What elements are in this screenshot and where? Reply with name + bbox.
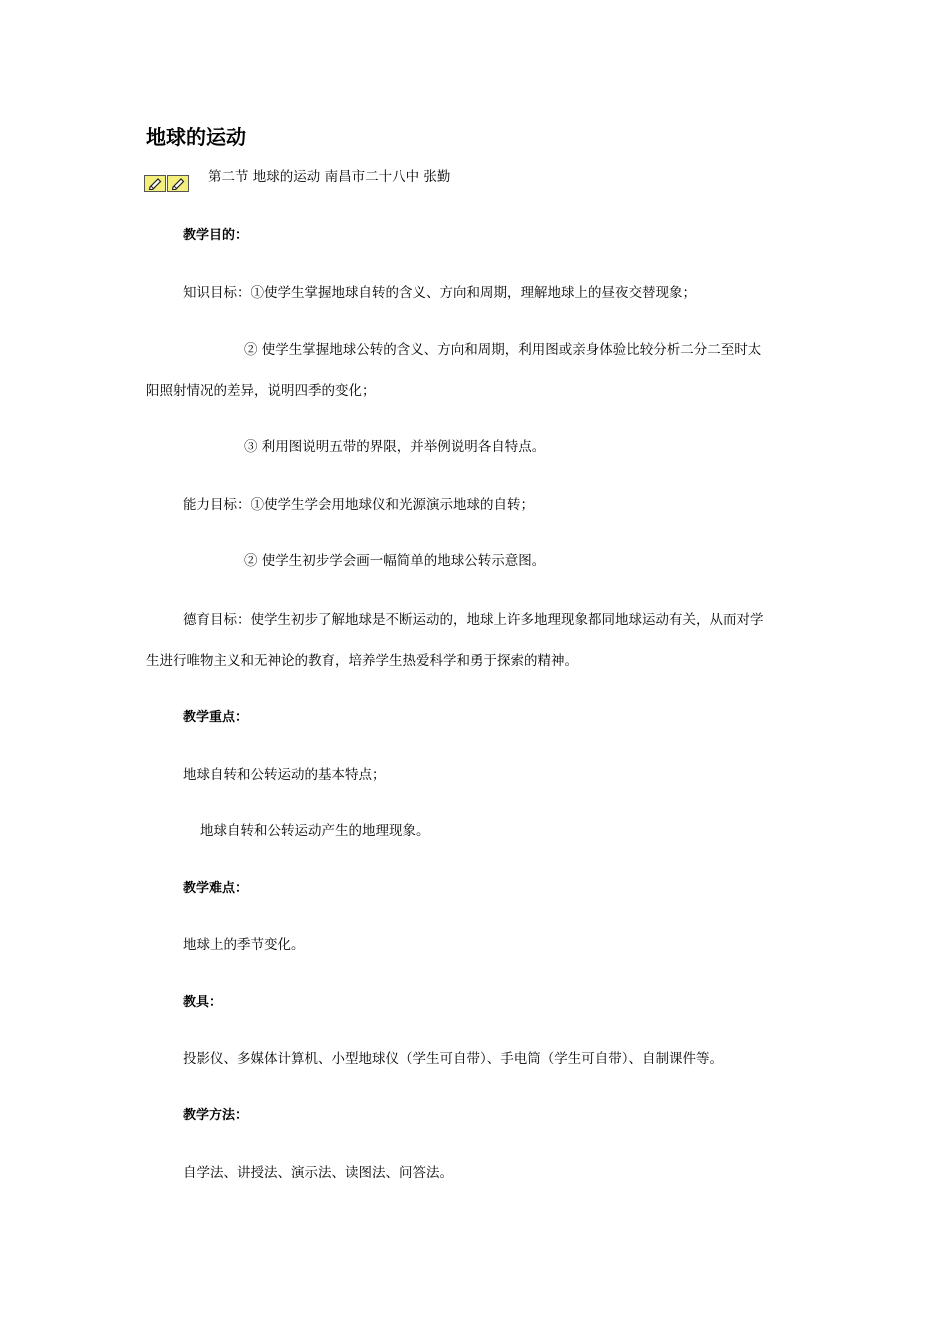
ability-objective-2: ② 使学生初步学会画一幅简单的地球公转示意图。 [244, 553, 546, 569]
moral-objective-a: 德育目标：使学生初步了解地球是不断运动的，地球上许多地理现象都同地球运动有关，从而对学 [183, 612, 764, 628]
icon-group [144, 175, 189, 192]
teaching-tools: 投影仪、多媒体计算机、小型地球仪（学生可自带）、手电筒（学生可自带）、自制课件等。 [183, 1051, 723, 1067]
heading-key-points: 教学重点： [183, 710, 249, 725]
moral-objective-b: 生进行唯物主义和无神论的教育，培养学生热爱科学和勇于探索的精神。 [146, 653, 578, 669]
page-title: 地球的运动 [146, 125, 246, 149]
edit-icon[interactable] [144, 175, 166, 192]
heading-teaching-methods: 教学方法： [183, 1108, 249, 1123]
heading-difficult-points: 教学难点： [183, 881, 249, 896]
knowledge-objective-2a: ② 使学生掌握地球公转的含义、方向和周期，利用图或亲身体验比较分析二分二至时太 [244, 342, 762, 358]
heading-objectives: 教学目的： [183, 228, 249, 243]
teaching-methods: 自学法、讲授法、演示法、读图法、问答法。 [183, 1165, 453, 1181]
knowledge-objective-2b: 阳照射情况的差异，说明四季的变化； [146, 383, 376, 399]
key-point-2: 地球自转和公转运动产生的地理现象。 [200, 823, 430, 839]
knowledge-objective-3: ③ 利用图说明五带的界限，并举例说明各自特点。 [244, 439, 546, 455]
heading-teaching-tools: 教具： [183, 995, 223, 1010]
difficult-point-1: 地球上的季节变化。 [183, 937, 305, 953]
edit-icon[interactable] [167, 175, 189, 192]
knowledge-objective-1: 知识目标：①使学生掌握地球自转的含义、方向和周期，理解地球上的昼夜交替现象； [183, 285, 696, 301]
ability-objective-1: 能力目标：①使学生学会用地球仪和光源演示地球的自转； [183, 497, 534, 513]
byline: 第二节 地球的运动 南昌市二十八中 张勤 [208, 169, 451, 185]
key-point-1: 地球自转和公转运动的基本特点； [183, 767, 386, 783]
